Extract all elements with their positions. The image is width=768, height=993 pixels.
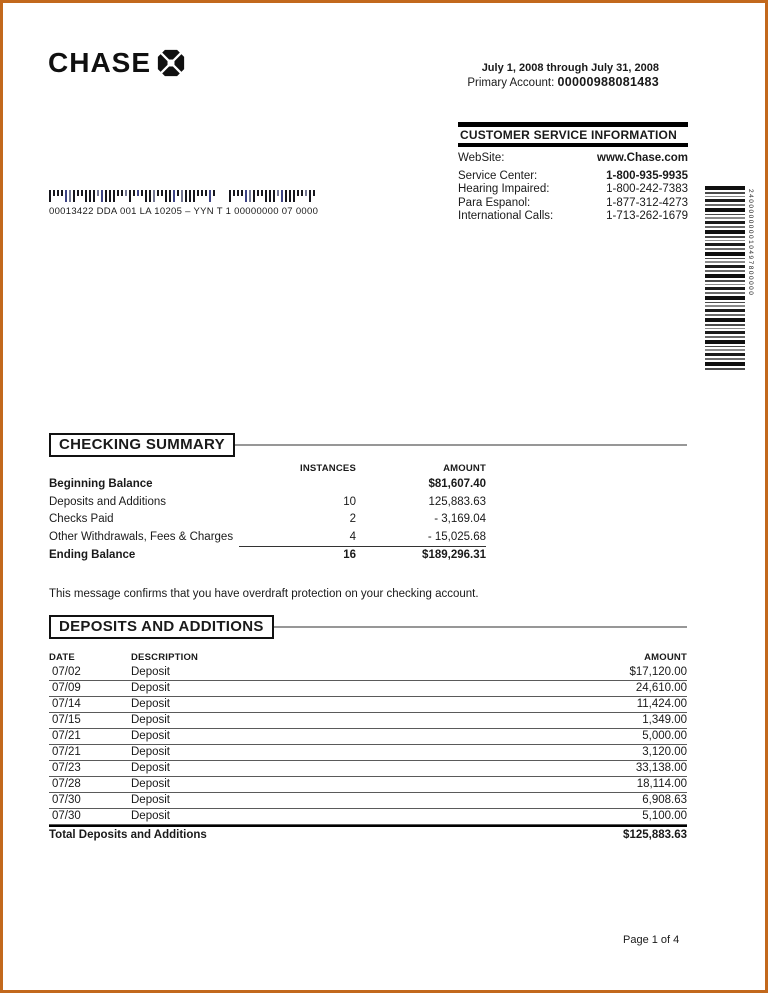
statement-period: July 1, 2008 through July 31, 2008	[481, 62, 659, 74]
summary-row-instances	[239, 476, 356, 494]
service-label: Service Center:	[458, 169, 538, 182]
summary-row-label: Other Withdrawals, Fees & Charges	[49, 530, 234, 543]
deposit-row	[49, 697, 687, 713]
deposit-row	[49, 681, 687, 697]
summary-row-label: Checks Paid	[49, 513, 114, 525]
chase-octagon-icon	[156, 48, 186, 78]
deposit-description: Deposit	[131, 698, 170, 710]
deposit-description: Deposit	[131, 810, 170, 822]
summary-row-amount: - 3,169.04	[434, 513, 486, 525]
deposits-total-label: Total Deposits and Additions	[49, 829, 207, 841]
summary-row-amount: 125,883.63	[428, 495, 486, 508]
customer-service-box	[458, 122, 688, 224]
instances-column-header: INSTANCES	[300, 463, 356, 474]
postal-barcode-segment	[229, 190, 317, 202]
postal-barcode-segment	[49, 190, 217, 202]
summary-row-instances: 16	[343, 549, 356, 561]
deposit-row	[49, 793, 687, 809]
primary-account	[467, 75, 659, 90]
deposit-date: 07/30	[52, 810, 81, 822]
deposit-date: 07/15	[52, 714, 81, 726]
customer-service-rows	[458, 147, 688, 224]
service-value: 1-877-312-4273	[606, 196, 688, 209]
deposits-table	[49, 651, 687, 844]
summary-label-col	[49, 462, 239, 476]
summary-row	[49, 494, 486, 512]
summary-row-instances: 4	[239, 529, 356, 548]
deposit-row	[49, 745, 687, 761]
amount-column-header: AMOUNT	[644, 652, 687, 663]
date-column-header: DATE	[49, 652, 75, 663]
summary-rows	[49, 476, 486, 565]
customer-service-row	[458, 170, 688, 184]
deposit-date: 07/09	[52, 682, 81, 694]
deposit-date: 07/28	[52, 778, 81, 790]
deposit-row	[49, 809, 687, 825]
deposit-date: 07/21	[52, 746, 81, 758]
deposit-description: Deposit	[131, 730, 170, 742]
deposit-date: 07/02	[52, 666, 81, 678]
service-value: 1-800-935-9935	[606, 169, 688, 182]
deposits-column-headers	[49, 651, 687, 665]
amount-column-header: AMOUNT	[443, 463, 486, 474]
section-rule	[235, 444, 687, 446]
section-rule	[274, 626, 687, 628]
deposits-header	[49, 615, 687, 639]
deposit-rows	[49, 665, 687, 825]
deposit-amount: 6,908.63	[642, 794, 687, 806]
customer-service-row	[458, 197, 688, 211]
mailing-code-line: 00013422 DDA 001 LA 10205 – YYN T 1 00000000 07 0000	[49, 206, 319, 217]
service-label: Hearing Impaired:	[458, 183, 550, 195]
deposit-amount: 33,138.00	[635, 762, 687, 774]
summary-row-instances: 10	[343, 495, 356, 508]
primary-account-number: 00000988081483	[557, 75, 659, 89]
summary-row-instances: 2	[349, 513, 356, 525]
side-barcode-number: 240000000010497800000	[747, 189, 754, 297]
deposit-date: 07/23	[52, 762, 81, 774]
deposits-title: DEPOSITS AND ADDITIONS	[49, 615, 274, 639]
chase-logo	[48, 47, 186, 79]
primary-account-label: Primary Account:	[467, 77, 555, 89]
summary-row-label: Deposits and Additions	[49, 495, 166, 508]
customer-service-row	[458, 152, 688, 166]
page-number: Page 1 of 4	[623, 934, 680, 946]
deposits-total-row	[49, 825, 687, 844]
deposit-description: Deposit	[131, 746, 170, 758]
service-label: International Calls:	[458, 210, 554, 222]
checking-summary-header	[49, 433, 687, 457]
summary-row	[49, 511, 486, 529]
statement-header	[467, 61, 659, 90]
deposit-date: 07/14	[52, 698, 81, 710]
deposit-amount: 24,610.00	[635, 682, 687, 694]
deposit-amount: 11,424.00	[636, 698, 687, 710]
summary-row-amount: $189,296.31	[422, 549, 486, 561]
service-value: 1-800-242-7383	[606, 183, 688, 195]
summary-row-amount: $81,607.40	[428, 478, 486, 490]
deposit-amount: 5,000.00	[642, 730, 687, 742]
deposit-row	[49, 777, 687, 793]
barcode-gap	[217, 190, 229, 202]
service-value: 1-713-262-1679	[606, 210, 688, 222]
service-label: WebSite:	[458, 152, 505, 164]
summary-row	[49, 547, 486, 565]
checking-summary-table	[49, 462, 486, 565]
deposit-description: Deposit	[131, 666, 170, 678]
overdraft-message: This message confirms that you have overdraft protection on your checking account.	[49, 588, 479, 600]
deposit-row	[49, 761, 687, 777]
deposit-amount: 5,100.00	[642, 810, 687, 822]
deposit-row	[49, 729, 687, 745]
deposit-description: Deposit	[131, 714, 170, 726]
customer-service-title: CUSTOMER SERVICE INFORMATION	[460, 128, 677, 142]
deposit-amount: 18,114.00	[636, 778, 687, 790]
deposit-amount: 3,120.00	[642, 746, 687, 758]
deposit-amount: $17,120.00	[629, 666, 687, 678]
summary-column-headers	[49, 462, 486, 476]
side-barcode	[705, 186, 745, 372]
deposit-description: Deposit	[131, 794, 170, 806]
service-value: www.Chase.com	[597, 152, 688, 164]
postal-barcode	[49, 190, 317, 202]
deposit-amount: 1,349.00	[642, 714, 687, 726]
summary-row-amount: - 15,025.68	[356, 529, 486, 548]
summary-row	[49, 476, 486, 494]
summary-row-label: Ending Balance	[49, 549, 136, 561]
description-column-header: DESCRIPTION	[131, 652, 199, 663]
deposit-description: Deposit	[131, 762, 170, 774]
deposit-row	[49, 713, 687, 729]
deposit-description: Deposit	[131, 778, 170, 790]
service-label: Para Espanol:	[458, 196, 531, 209]
customer-service-row	[458, 183, 688, 197]
deposit-date: 07/30	[52, 794, 81, 806]
checking-summary-title: CHECKING SUMMARY	[49, 433, 235, 457]
deposits-total-amount: $125,883.63	[623, 829, 687, 841]
deposit-row	[49, 665, 687, 681]
summary-row	[49, 529, 486, 548]
deposit-description: Deposit	[131, 682, 170, 694]
chase-wordmark: CHASE	[48, 47, 152, 78]
summary-row-label: Beginning Balance	[49, 478, 153, 490]
customer-service-row	[458, 210, 688, 224]
deposit-date: 07/21	[52, 730, 81, 742]
